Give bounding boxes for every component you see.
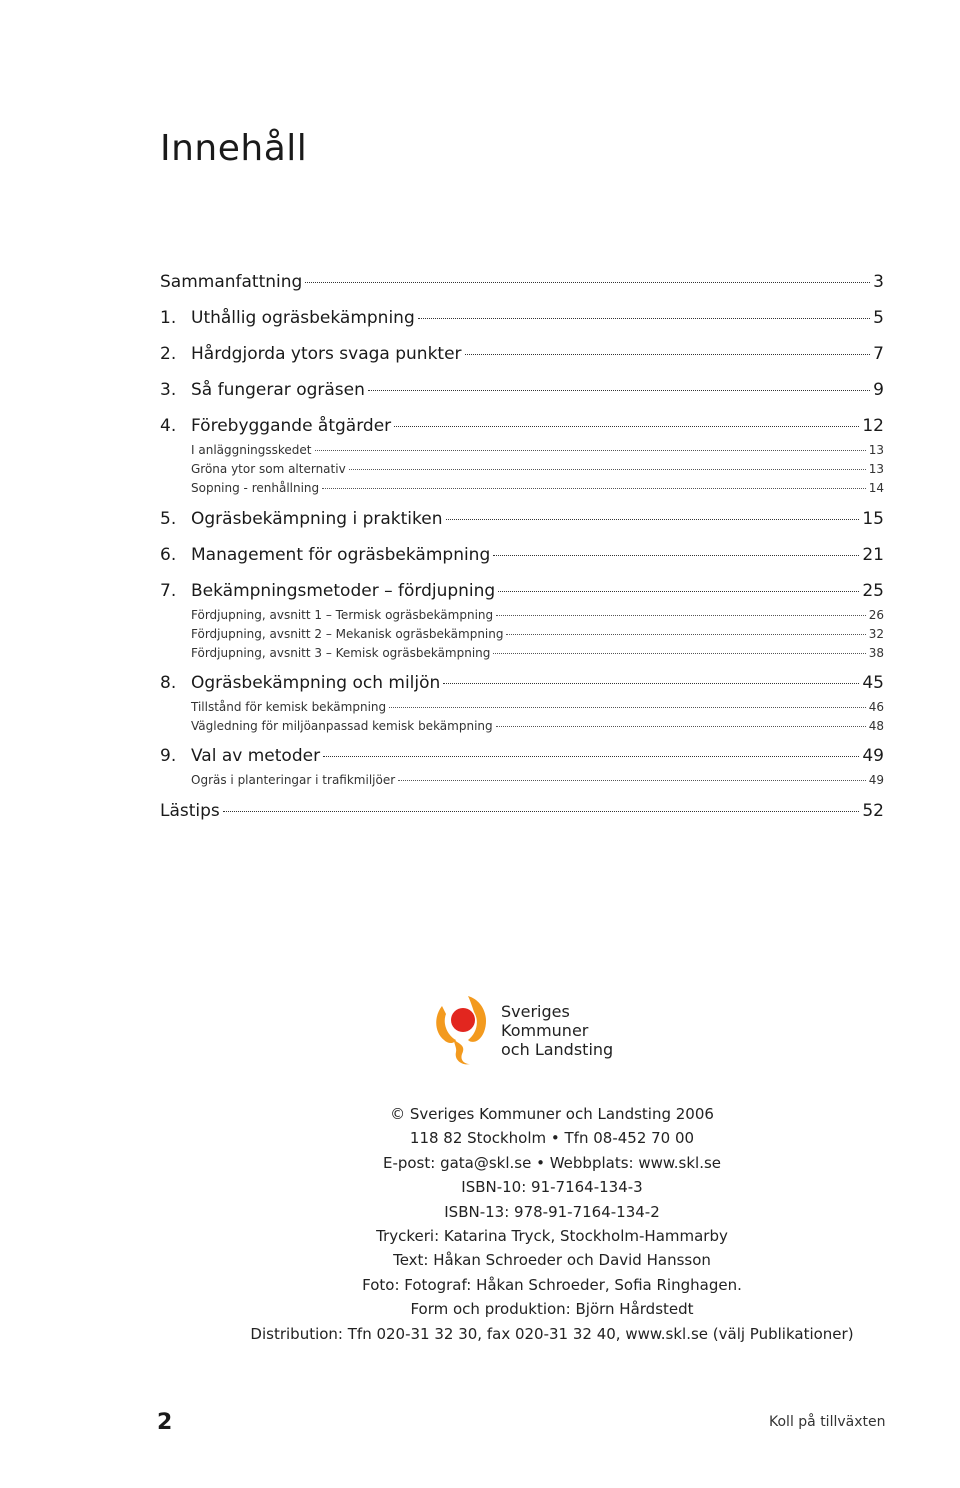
logo-text — [501, 1002, 613, 1059]
toc-entry[interactable] — [160, 545, 884, 565]
toc-leader — [315, 450, 866, 451]
toc-subentry[interactable] — [160, 719, 884, 733]
colophon-line: ISBN-13: 978-91-7164-134-2 — [444, 1202, 660, 1221]
toc-number: 1. — [160, 308, 177, 328]
colophon-line: 118 82 Stockholm • Tfn 08-452 70 00 — [409, 1129, 695, 1148]
toc-page: 46 — [868, 700, 884, 714]
toc-label: Lästips — [160, 801, 220, 821]
toc-text: Uthållig ogräsbekämpning — [191, 308, 415, 328]
toc-number: 3. — [160, 380, 177, 400]
toc-number: 2. — [160, 344, 177, 364]
toc-page: 21 — [862, 545, 884, 565]
toc-leader — [389, 707, 866, 708]
toc-number: 6. — [160, 545, 177, 565]
logo-line: och Landsting — [501, 1040, 614, 1059]
toc-leader — [398, 780, 866, 781]
toc-entry[interactable] — [160, 344, 884, 364]
toc-text: Så fungerar ogräsen — [191, 380, 365, 400]
toc-entry[interactable] — [160, 673, 884, 693]
toc-leader — [418, 318, 870, 319]
toc-leader — [368, 390, 870, 391]
toc-leader — [506, 634, 865, 635]
toc-label — [160, 746, 320, 766]
toc-number: 9. — [160, 746, 177, 766]
toc-page: 45 — [862, 673, 884, 693]
toc-page: 13 — [868, 462, 884, 476]
toc-label — [160, 308, 415, 328]
page-title: Innehåll — [160, 128, 308, 169]
colophon-line: © Sveriges Kommuner och Landsting 2006 — [390, 1105, 714, 1123]
toc-entry[interactable] — [160, 509, 884, 529]
toc-leader — [496, 615, 866, 616]
toc-leader — [305, 282, 870, 283]
toc-page: 48 — [868, 719, 884, 733]
toc-entry[interactable] — [160, 746, 884, 766]
toc-leader — [394, 426, 859, 427]
toc-leader — [496, 726, 866, 727]
toc-page: 25 — [862, 581, 884, 601]
toc-page: 49 — [862, 746, 884, 766]
toc-label: Gröna ytor som alternativ — [191, 462, 346, 476]
toc-entry[interactable] — [160, 272, 884, 292]
toc-entry[interactable] — [160, 581, 884, 601]
toc-entry[interactable] — [160, 308, 884, 328]
toc-page: 9 — [873, 380, 884, 400]
toc-text: Val av metoder — [191, 746, 321, 766]
toc-page: 14 — [868, 481, 884, 495]
toc-number: 8. — [160, 673, 177, 693]
toc-subentry[interactable] — [160, 462, 884, 476]
logo-line: Kommuner — [501, 1021, 589, 1040]
colophon-line: Form och produktion: Björn Hårdstedt — [410, 1300, 694, 1319]
toc-label: Tillstånd för kemisk bekämpning — [191, 700, 387, 714]
toc-page: 49 — [868, 773, 884, 787]
logo-line: Sveriges — [501, 1002, 570, 1021]
toc-number: 5. — [160, 509, 177, 529]
colophon-line: Text: Håkan Schroeder och David Hansson — [393, 1251, 711, 1270]
toc-leader — [349, 469, 866, 470]
toc-page: 12 — [862, 416, 884, 436]
toc-leader — [465, 354, 871, 355]
toc-number: 7. — [160, 581, 177, 601]
skl-logo — [432, 994, 632, 1066]
toc-label: Fördjupning, avsnitt 3 – Kemisk ogräsbekämpning — [191, 646, 491, 660]
toc-label: Sammanfattning — [160, 272, 303, 292]
toc-subentry[interactable] — [160, 627, 884, 641]
toc-subentry[interactable] — [160, 700, 884, 714]
toc-leader — [223, 811, 860, 812]
toc-page: 13 — [868, 443, 884, 457]
colophon-line: Distribution: Tfn 020-31 32 30, fax 020-31 32 40, www.skl.se (välj Publikationer) — [250, 1324, 854, 1343]
toc-leader — [322, 488, 866, 489]
toc-label — [160, 416, 391, 436]
toc-page: 26 — [868, 608, 884, 622]
toc-leader — [443, 683, 859, 684]
toc-leader — [323, 756, 859, 757]
toc-label — [160, 380, 365, 400]
toc-leader — [446, 519, 860, 520]
toc-text: Hårdgjorda ytors svaga punkter — [191, 344, 462, 364]
toc-text: Förebyggande åtgärder — [191, 416, 392, 436]
toc-label: Ogräs i planteringar i trafikmiljöer — [191, 773, 396, 787]
skl-logo-icon — [432, 994, 496, 1066]
colophon-line: Tryckeri: Katarina Tryck, Stockholm-Hammarby — [376, 1227, 728, 1246]
toc-subentry[interactable] — [160, 773, 884, 787]
toc-entry[interactable] — [160, 801, 884, 821]
toc-label — [160, 673, 440, 693]
toc-number: 4. — [160, 416, 177, 436]
toc-page: 15 — [862, 509, 884, 529]
toc-label — [160, 344, 462, 364]
toc-subentry[interactable] — [160, 443, 884, 457]
toc-label: Fördjupning, avsnitt 1 – Termisk ogräsbekämpning — [191, 608, 494, 622]
toc-leader — [493, 555, 859, 556]
toc-page: 38 — [868, 646, 884, 660]
toc-page: 7 — [873, 344, 884, 364]
toc-leader — [493, 653, 865, 654]
colophon-line: ISBN-10: 91-7164-134-3 — [461, 1178, 643, 1197]
toc-leader — [498, 591, 859, 592]
toc-subentry[interactable] — [160, 481, 884, 495]
toc-label — [160, 545, 490, 565]
toc-label: Fördjupning, avsnitt 2 – Mekanisk ogräsbekämpning — [191, 627, 504, 641]
toc-label — [160, 581, 495, 601]
colophon — [180, 1102, 924, 1346]
toc-text: Ogräsbekämpning i praktiken — [191, 509, 443, 529]
running-footer: Koll på tillväxten — [769, 1414, 886, 1430]
toc-page: 32 — [868, 627, 884, 641]
colophon-line: E-post: gata@skl.se • Webbplats: www.skl.se — [382, 1153, 722, 1172]
toc-page: 3 — [873, 272, 884, 292]
toc-text: Ogräsbekämpning och miljön — [191, 673, 441, 693]
toc-text: Bekämpningsmetoder – fördjupning — [191, 581, 496, 601]
toc-subentry[interactable] — [160, 646, 884, 660]
colophon-line: Foto: Fotograf: Håkan Schroeder, Sofia Ringhagen. — [362, 1275, 742, 1294]
toc-label: Vägledning för miljöanpassad kemisk bekämpning — [191, 719, 493, 733]
toc-text: Management för ogräsbekämpning — [191, 545, 491, 565]
toc-page: 52 — [862, 801, 884, 821]
page-number: 2 — [157, 1410, 173, 1435]
toc-label — [160, 509, 443, 529]
toc-page: 5 — [873, 308, 884, 328]
toc-subentry[interactable] — [160, 608, 884, 622]
toc-entry[interactable] — [160, 380, 884, 400]
toc-label: Sopning - renhållning — [191, 481, 320, 495]
toc-label: I anläggningsskedet — [191, 443, 312, 457]
toc-entry[interactable] — [160, 416, 884, 436]
